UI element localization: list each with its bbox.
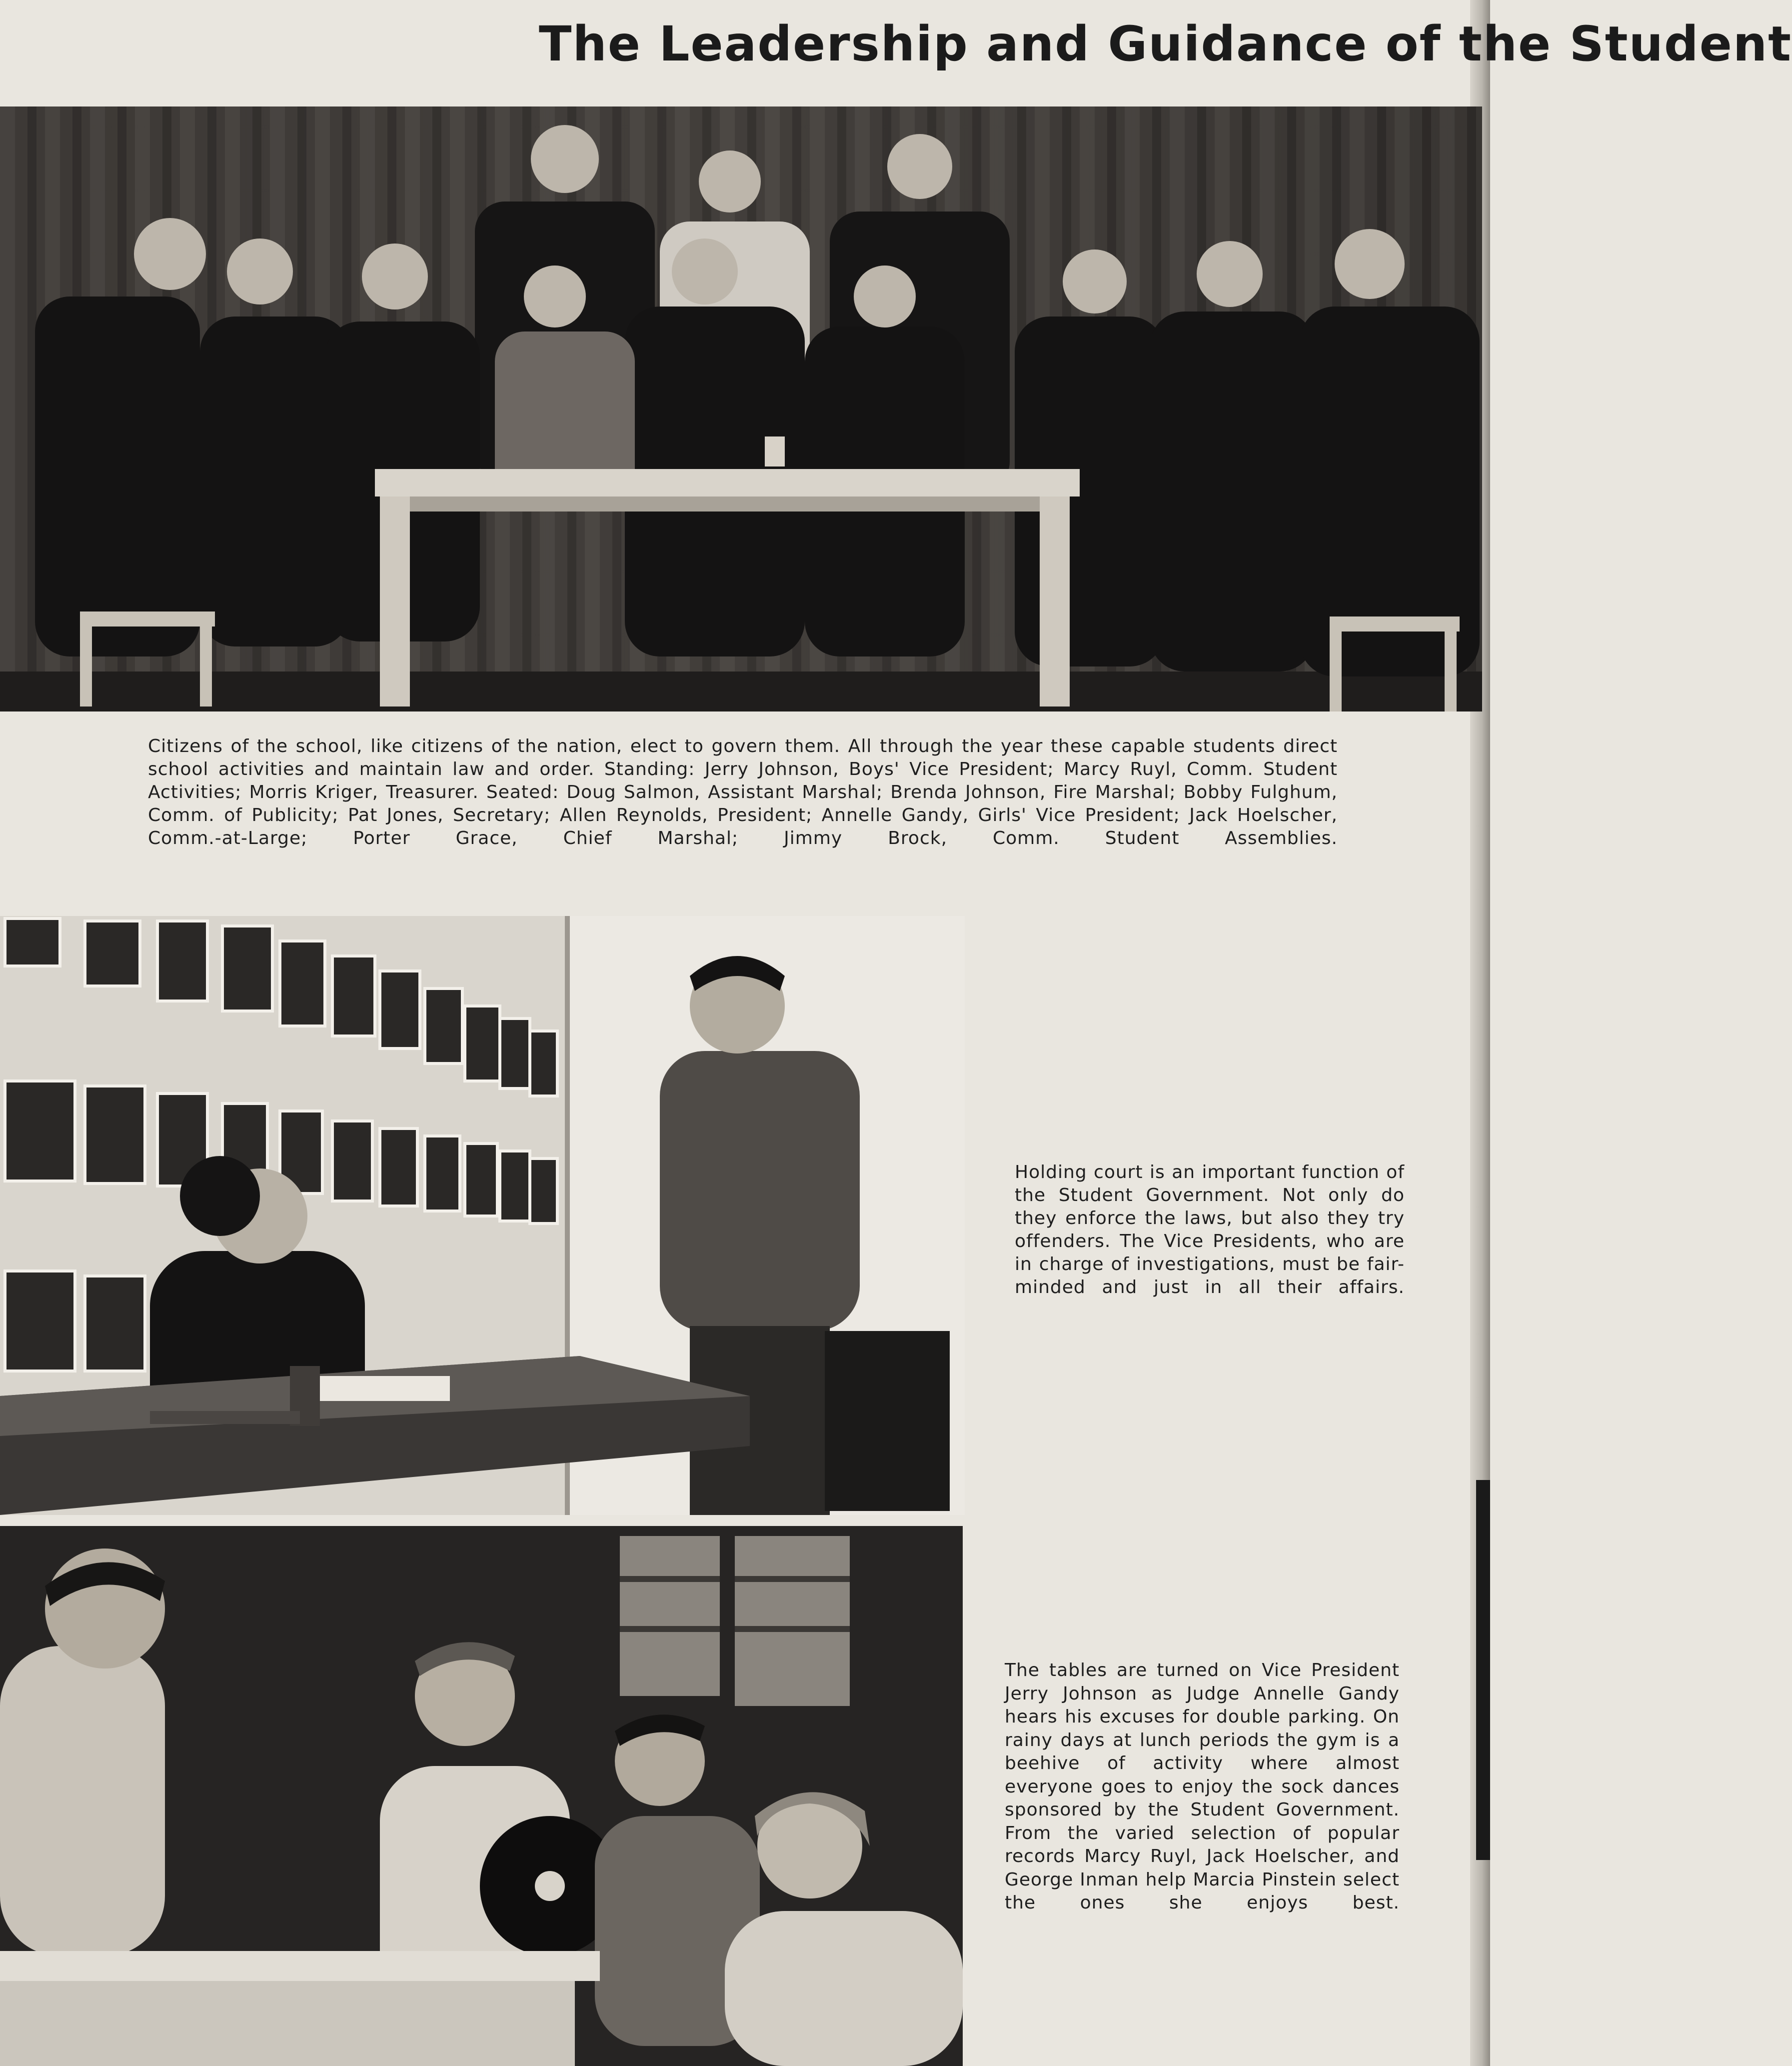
council-photo-caption: Citizens of the school, like citizens of the nation, elect to govern them. All through the year these capable students direct school activities and maintain law and order. Standing: Jerry Johnson, Boys' Vice President; Marcy Ruyl, Comm. Student Activities; Morris Kriger, Treasurer. Seated: Doug Salmon, Assistant Marshal; Brenda Johnson, Fire Marshal; Bobby Fulghum, Comm. of Publicity; Pat Jones, Secretary; Allen Reynolds, President; Annelle Gandy, Girls' Vice President; Jack Hoelscher, Comm.-at-Large; Porter Grace, Chief Marshal; Jimmy Brock, Comm. Student Assemblies. bbox=[148, 736, 1338, 848]
court-photo bbox=[0, 916, 965, 1515]
court-photo-caption: Holding court is an important function of the Student Government. Not only do they enforce the laws, but also they try offenders. The Vice Presidents, who are in charge of investigations, must be fair-minded and just in all their affairs. bbox=[1015, 1162, 1405, 1298]
council-group-photo bbox=[0, 106, 1482, 712]
dance-photo-caption: The tables are turned on Vice President Jerry Johnson as Judge Annelle Gandy hears his excuses for double parking. On rainy days at lunch periods the gym is a beehive of activity where almost everyone goes to enjoy the sock dances sponsored by the Student Government. From the varied selection of popular records Marcy Ruyl, Jack Hoelscher, and George Inman help Marcia Pinstein select the ones she enjoys best. bbox=[1005, 1660, 1400, 1913]
dance-photo-art bbox=[0, 1526, 963, 2066]
dance-photo bbox=[0, 1526, 963, 2066]
council-photo-art bbox=[0, 106, 1482, 712]
court-photo-art bbox=[0, 916, 965, 1515]
page-edge-shadow bbox=[1476, 1480, 1490, 1860]
page-title: The Leadership and Guidance of the Student bbox=[539, 16, 1792, 72]
